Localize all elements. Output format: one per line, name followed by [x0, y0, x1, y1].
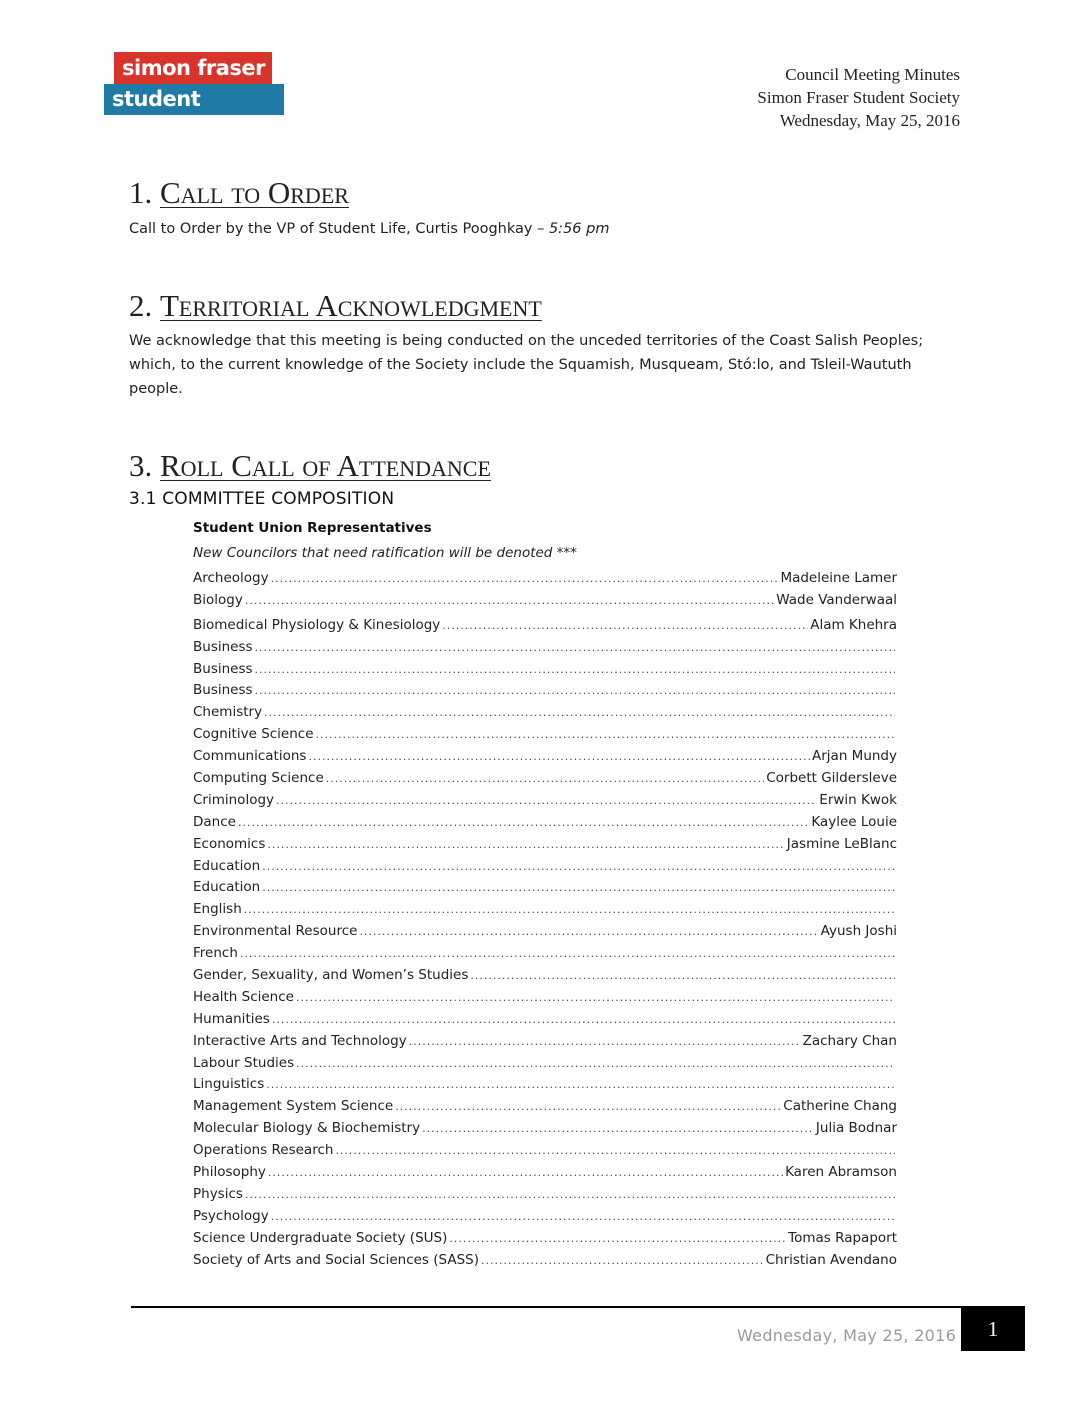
dot-leader: [272, 1013, 895, 1026]
logo-line-1: simon fraser: [114, 52, 272, 84]
representative-name: Arjan Mundy: [812, 748, 897, 765]
dot-leader: [266, 1078, 895, 1091]
representative-name: Julia Bodnar: [815, 1120, 897, 1137]
table-row: [193, 858, 897, 880]
section-heading-1: [129, 173, 349, 213]
department-name: Cognitive Science: [193, 726, 314, 743]
department-name: Business: [193, 682, 253, 699]
dot-leader: [359, 925, 818, 938]
section-number: 3.: [129, 448, 153, 483]
dot-leader: [255, 663, 895, 676]
table-row: [193, 1164, 897, 1186]
group-note: New Councilors that need ratification will be denoted ***: [193, 545, 577, 561]
dot-leader: [326, 772, 764, 785]
dot-leader: [296, 1057, 895, 1070]
table-row: [193, 1120, 897, 1142]
section-number: 1.: [129, 175, 153, 210]
dot-leader: [238, 816, 809, 829]
department-name: Education: [193, 857, 261, 874]
call-to-order-time: 5:56 pm: [548, 221, 610, 237]
table-row: [193, 1252, 897, 1274]
dot-leader: [262, 881, 895, 894]
representative-name: Tomas Rapaport: [788, 1229, 897, 1246]
table-row: [193, 639, 897, 661]
department-name: Society of Arts and Social Sciences (SASS): [193, 1251, 479, 1268]
table-row: [193, 989, 897, 1011]
dot-leader: [395, 1100, 781, 1113]
header-date: Wednesday, May 25, 2016: [779, 111, 960, 130]
document-header: [757, 63, 960, 132]
department-name: Psychology: [193, 1207, 269, 1224]
table-row: [193, 1033, 897, 1055]
department-name: Environmental Resource: [193, 923, 358, 940]
representative-name: Wade Vanderwaal: [776, 591, 897, 608]
dot-leader: [267, 838, 784, 851]
footer-date: Wednesday, May 25, 2016: [737, 1326, 957, 1345]
dot-leader: [442, 619, 808, 632]
representative-name: Madeleine Lamer: [780, 570, 897, 586]
representatives-list: [193, 570, 897, 1274]
representative-name: Ayush Joshi: [820, 923, 897, 940]
dot-leader: [449, 1232, 786, 1245]
dot-leader: [244, 903, 895, 916]
table-row: [193, 770, 897, 792]
dot-leader: [308, 750, 810, 763]
department-name: Biomedical Physiology & Kinesiology: [193, 616, 441, 633]
table-row: [193, 1208, 897, 1230]
dot-leader: [245, 594, 774, 607]
department-name: Dance: [193, 813, 236, 830]
department-name: Science Undergraduate Society (SUS): [193, 1229, 448, 1246]
dot-leader: [409, 1035, 801, 1048]
dot-leader: [245, 1188, 895, 1201]
section-title: Territorial Acknowledgment: [160, 288, 542, 323]
table-row: [193, 792, 897, 814]
department-name: Philosophy: [193, 1164, 266, 1181]
header-title: Council Meeting Minutes: [785, 65, 960, 84]
table-row: [193, 945, 897, 967]
table-row: [193, 592, 897, 614]
section-title: Call to Order: [160, 175, 349, 210]
section-heading-2: [129, 286, 542, 326]
representative-name: Corbett Gildersleve: [766, 770, 897, 787]
dot-leader: [255, 684, 895, 697]
department-name: Archeology: [193, 570, 269, 586]
page-number: 1: [961, 1306, 1025, 1351]
table-row: [193, 661, 897, 683]
table-row: [193, 570, 897, 592]
department-name: Chemistry: [193, 704, 263, 721]
table-row: [193, 704, 897, 726]
representative-name: Zachary Chan: [802, 1032, 897, 1049]
territorial-acknowledgment-text: We acknowledge that this meeting is being conducted on the unceded territories of the Coast Salish Peoples; which, to the current knowledge of the Society include the Squamish, Musqueam, Stó:lo, and Tsleil-Waututh people.: [129, 333, 924, 397]
representative-name: Erwin Kwok: [819, 791, 897, 808]
dot-leader: [268, 1166, 783, 1179]
dot-leader: [240, 947, 895, 960]
table-row: [193, 901, 897, 923]
table-row: [193, 879, 897, 901]
header-org: Simon Fraser Student Society: [757, 88, 960, 107]
department-name: Gender, Sexuality, and Women’s Studies: [193, 967, 469, 984]
table-row: [193, 682, 897, 704]
call-to-order-body: Call to Order by the VP of Student Life, Curtis Pooghkay –: [129, 221, 549, 237]
department-name: Management System Science: [193, 1098, 394, 1115]
department-name: Economics: [193, 835, 266, 852]
table-row: [193, 748, 897, 770]
table-row: [193, 1230, 897, 1252]
department-name: Biology: [193, 591, 243, 608]
department-name: Molecular Biology & Biochemistry: [193, 1120, 421, 1137]
dot-leader: [296, 991, 895, 1004]
subsection-heading: 3.1 COMMITTEE COMPOSITION: [129, 489, 395, 509]
department-name: English: [193, 901, 242, 918]
department-name: Linguistics: [193, 1076, 265, 1093]
call-to-order-text: [129, 217, 949, 241]
table-row: [193, 1055, 897, 1077]
table-row: [193, 836, 897, 858]
department-name: Health Science: [193, 988, 294, 1005]
dot-leader: [316, 728, 895, 741]
representative-name: Karen Abramson: [785, 1164, 897, 1181]
department-name: Operations Research: [193, 1142, 334, 1159]
table-row: [193, 923, 897, 945]
table-row: [193, 726, 897, 748]
dot-leader: [271, 1210, 895, 1223]
dot-leader: [264, 706, 895, 719]
table-row: [193, 1186, 897, 1208]
table-row: [193, 1142, 897, 1164]
table-row: [193, 617, 897, 639]
department-name: Physics: [193, 1185, 243, 1202]
dot-leader: [276, 794, 817, 807]
representative-name: Catherine Chang: [783, 1098, 897, 1115]
dot-leader: [481, 1254, 764, 1267]
department-name: Communications: [193, 748, 307, 765]
dot-leader: [422, 1122, 814, 1135]
section-number: 2.: [129, 288, 153, 323]
department-name: Education: [193, 879, 261, 896]
department-name: Computing Science: [193, 770, 324, 787]
table-row: [193, 1076, 897, 1098]
dot-leader: [470, 969, 895, 982]
representative-name: Jasmine LeBlanc: [786, 835, 897, 852]
table-row: [193, 1011, 897, 1033]
department-name: Criminology: [193, 791, 275, 808]
dot-leader: [335, 1144, 895, 1157]
representative-name: Kaylee Louie: [811, 813, 897, 830]
footer-rule: [131, 1306, 961, 1308]
department-name: Humanities: [193, 1010, 270, 1027]
logo-line-2: student society: [104, 84, 284, 115]
department-name: Interactive Arts and Technology: [193, 1032, 407, 1049]
sfss-logo: [104, 52, 284, 141]
table-row: [193, 1098, 897, 1120]
table-row: [193, 967, 897, 989]
group-title: Student Union Representatives: [193, 520, 432, 536]
department-name: Business: [193, 660, 253, 677]
dot-leader: [271, 572, 779, 585]
dot-leader: [255, 641, 895, 654]
department-name: Business: [193, 638, 253, 655]
department-name: French: [193, 945, 238, 962]
representative-name: Alam Khehra: [810, 616, 897, 633]
representative-name: Christian Avendano: [765, 1251, 897, 1268]
dot-leader: [262, 860, 895, 873]
department-name: Labour Studies: [193, 1054, 295, 1071]
section-title: Roll Call of Attendance: [160, 448, 491, 483]
table-row: [193, 814, 897, 836]
section-heading-3: [129, 446, 491, 486]
